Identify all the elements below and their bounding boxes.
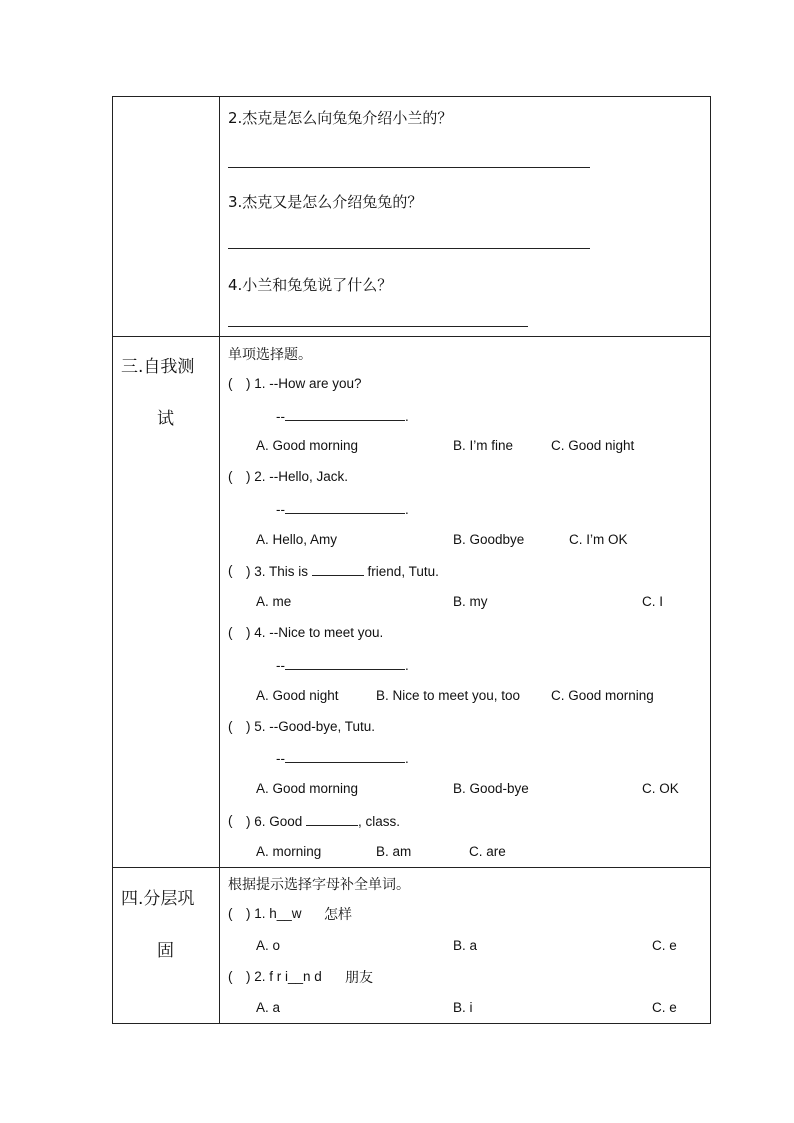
fill-blank[interactable] xyxy=(306,813,358,826)
question-5-option-c[interactable]: C. OK xyxy=(642,781,679,796)
question-1-prompt: ) 1. --How are you? xyxy=(246,376,362,391)
answer-line-4[interactable] xyxy=(228,326,528,327)
question-6-option-a[interactable]: A. morning xyxy=(256,844,322,859)
answer-paren[interactable]: ( xyxy=(228,906,233,921)
answer-line-2[interactable] xyxy=(228,167,590,168)
section-4-instruction: 根据提示选择字母补全单词。 xyxy=(228,877,410,893)
reply-dash: -- xyxy=(276,658,285,673)
reply-period: . xyxy=(405,409,409,424)
table-border-top xyxy=(112,96,711,97)
reply-blank[interactable] xyxy=(285,501,405,514)
reply-blank[interactable] xyxy=(285,657,405,670)
word-1-option-c[interactable]: C. e xyxy=(652,938,677,953)
word-2-prompt: ) 2. f r i__n d xyxy=(246,969,322,984)
question-4-option-a[interactable]: A. Good night xyxy=(256,688,339,703)
section-3-label-line1: 三.自我测 xyxy=(121,357,195,377)
section-4-label-line2: 固 xyxy=(157,941,174,961)
fill-blank[interactable] xyxy=(312,563,364,576)
word-2-meaning: 朋友 xyxy=(345,970,373,986)
question-5-option-a[interactable]: A. Good morning xyxy=(256,781,359,796)
question-4-prompt: ) 4. --Nice to meet you. xyxy=(246,625,384,640)
section-4-label-line1: 四.分层巩 xyxy=(121,889,195,909)
answer-paren[interactable]: ( xyxy=(228,376,233,391)
question-1-reply xyxy=(276,408,409,424)
question-5-prompt: ) 5. --Good-bye, Tutu. xyxy=(246,719,376,734)
question-3-option-c[interactable]: C. I xyxy=(642,594,664,609)
answer-paren[interactable]: ( xyxy=(228,969,233,984)
question-5-reply xyxy=(276,750,409,766)
answer-paren[interactable]: ( xyxy=(228,813,233,828)
word-1-meaning: 怎样 xyxy=(324,907,352,923)
question-6-option-c[interactable]: C. are xyxy=(469,844,506,859)
answer-paren[interactable]: ( xyxy=(228,625,233,640)
table-row-divider-2 xyxy=(112,867,711,868)
question-1-option-c[interactable]: C. Good night xyxy=(551,438,635,453)
reply-period: . xyxy=(405,751,409,766)
question-2-option-a[interactable]: A. Hello, Amy xyxy=(256,532,338,547)
question-4-text: 4.小兰和兔兔说了什么？ xyxy=(228,276,393,294)
question-1-option-b[interactable]: B. I’m fine xyxy=(453,438,514,453)
table-border-right xyxy=(710,96,711,1024)
table-column-divider xyxy=(219,96,220,1024)
prompt-text: ) 6. Good xyxy=(246,814,303,829)
section-3-instruction: 单项选择题。 xyxy=(228,347,312,363)
table-border-left xyxy=(112,96,113,1024)
question-3-option-b[interactable]: B. my xyxy=(453,594,488,609)
question-2-option-b[interactable]: B. Goodbye xyxy=(453,532,525,547)
prompt-text: , class. xyxy=(358,814,401,829)
question-6-prompt xyxy=(246,813,400,829)
question-5-option-b[interactable]: B. Good-bye xyxy=(453,781,529,796)
reply-dash: -- xyxy=(276,409,285,424)
question-3-text: 3.杰克又是怎么介绍兔兔的？ xyxy=(228,193,423,211)
reply-blank[interactable] xyxy=(285,408,405,421)
question-2-option-c[interactable]: C. I’m OK xyxy=(569,532,628,547)
question-2-reply xyxy=(276,501,409,517)
answer-paren[interactable]: ( xyxy=(228,469,233,484)
reply-period: . xyxy=(405,658,409,673)
question-4-reply xyxy=(276,657,409,673)
answer-line-3[interactable] xyxy=(228,248,590,249)
section-3-label-line2: 试 xyxy=(157,409,174,429)
word-1-prompt: ) 1. h__w xyxy=(246,906,302,921)
word-2-option-c[interactable]: C. e xyxy=(652,1000,677,1015)
question-3-prompt xyxy=(246,563,439,579)
question-2-text: 2.杰克是怎么向兔兔介绍小兰的？ xyxy=(228,109,453,127)
answer-paren[interactable]: ( xyxy=(228,719,233,734)
reply-dash: -- xyxy=(276,751,285,766)
question-2-prompt: ) 2. --Hello, Jack. xyxy=(246,469,349,484)
reply-dash: -- xyxy=(276,502,285,517)
question-4-option-b[interactable]: B. Nice to meet you, too xyxy=(376,688,521,703)
question-6-option-b[interactable]: B. am xyxy=(376,844,412,859)
question-1-option-a[interactable]: A. Good morning xyxy=(256,438,359,453)
question-3-option-a[interactable]: A. me xyxy=(256,594,292,609)
word-2-option-a[interactable]: A. a xyxy=(256,1000,281,1015)
prompt-text: ) 3. This is xyxy=(246,564,309,579)
question-4-option-c[interactable]: C. Good morning xyxy=(551,688,654,703)
table-border-bottom xyxy=(112,1023,711,1024)
word-2-option-b[interactable]: B. i xyxy=(453,1000,473,1015)
reply-blank[interactable] xyxy=(285,750,405,763)
answer-paren[interactable]: ( xyxy=(228,563,233,578)
word-1-option-a[interactable]: A. o xyxy=(256,938,281,953)
word-1-option-b[interactable]: B. a xyxy=(453,938,478,953)
table-row-divider-1 xyxy=(112,336,711,337)
reply-period: . xyxy=(405,502,409,517)
prompt-text: friend, Tutu. xyxy=(367,564,439,579)
